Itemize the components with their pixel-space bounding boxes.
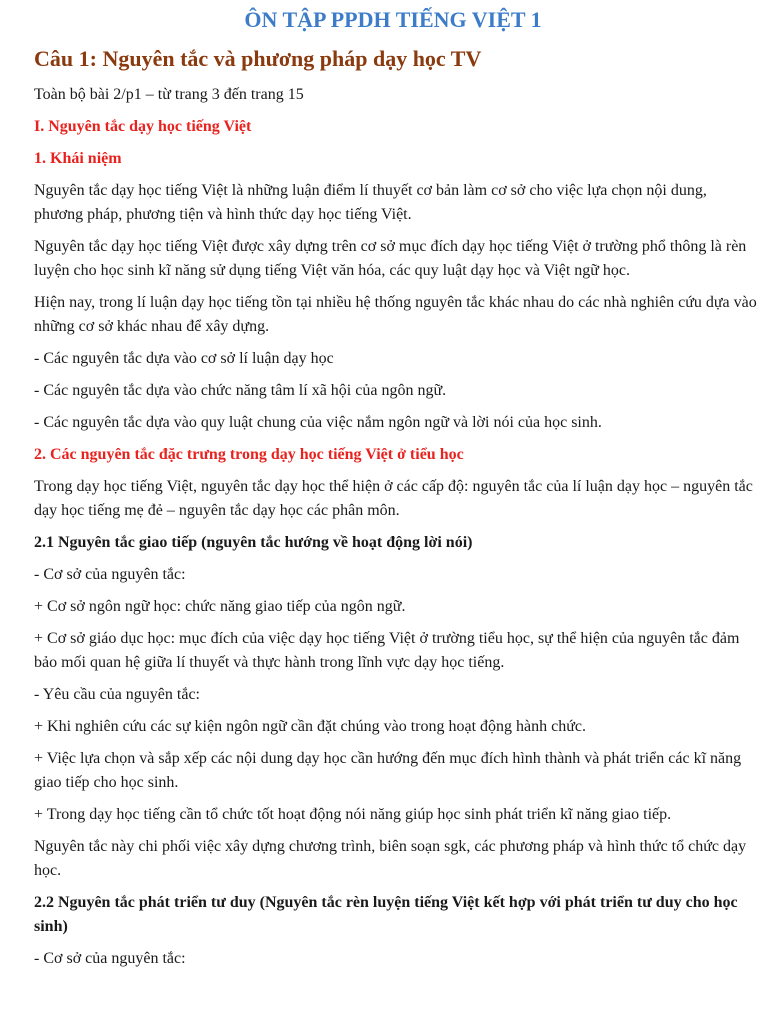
subheading-concept: 1. Khái niệm (34, 150, 122, 167)
list-item: + Việc lựa chọn và sắp xếp các nội dung dạy học cần hướng đến mục đích hình thành và phát triển các kĩ năng giao tiếp cho học sinh. (34, 750, 742, 791)
list-item: + Cơ sở giáo dục học: mục đích của việc dạy học tiếng Việt ở trường tiểu học, sự thể hiện của nguyên tắc đảm bảo mối quan hệ giữa lí thuyết và thực hành trong lĩnh vực dạy học tiếng. (34, 630, 740, 671)
subheading-characteristic-principles: 2. Các nguyên tắc đặc trưng trong dạy học tiếng Việt ở tiểu học (34, 446, 464, 463)
section-heading-principles: I. Nguyên tắc dạy học tiếng Việt (34, 118, 252, 135)
subheading-communication-principle: 2.1 Nguyên tắc giao tiếp (nguyên tắc hướng về hoạt động lời nói) (34, 534, 473, 551)
list-label: - Cơ sở của nguyên tắc: (34, 950, 186, 967)
document-body (34, 83, 758, 979)
paragraph: Hiện nay, trong lí luận dạy học tiếng tồn tại nhiều hệ thống nguyên tắc khác nhau do các nhà nghiên cứu dựa vào những cơ sở khác nhau để xây dựng. (34, 294, 757, 335)
document-title: ÔN TẬP PPDH TIẾNG VIỆT 1 (244, 7, 542, 32)
list-item: - Các nguyên tắc dựa vào chức năng tâm lí xã hội của ngôn ngữ. (34, 382, 447, 399)
paragraph: Nguyên tắc dạy học tiếng Việt là những luận điểm lí thuyết cơ bản làm cơ sở cho việc lựa chọn nội dung, phương pháp, phương tiện và hình thức dạy học tiếng Việt. (34, 182, 707, 223)
list-label: - Yêu cầu của nguyên tắc: (34, 686, 200, 703)
list-item: + Cơ sở ngôn ngữ học: chức năng giao tiếp của ngôn ngữ. (34, 598, 406, 615)
list-item: - Các nguyên tắc dựa vào cơ sở lí luận dạy học (34, 350, 334, 367)
paragraph: Nguyên tắc này chi phối việc xây dựng chương trình, biên soạn sgk, các phương pháp và hình thức tổ chức dạy học. (34, 838, 747, 879)
subheading-thinking-principle: 2.2 Nguyên tắc phát triển tư duy (Nguyên tắc rèn luyện tiếng Việt kết hợp với phát triển tư duy cho học sinh) (34, 894, 738, 935)
list-label: - Cơ sở của nguyên tắc: (34, 566, 186, 583)
scope-text: Toàn bộ bài 2/p1 – từ trang 3 đến trang 15 (34, 86, 304, 103)
paragraph: Trong dạy học tiếng Việt, nguyên tắc dạy học thể hiện ở các cấp độ: nguyên tắc của lí luận dạy học – nguyên tắc dạy học tiếng mẹ đẻ – nguyên tắc dạy học các phân môn. (34, 478, 753, 519)
question-heading: Câu 1: Nguyên tắc và phương pháp dạy học TV (34, 46, 482, 71)
list-item: + Khi nghiên cứu các sự kiện ngôn ngữ cần đặt chúng vào trong hoạt động hành chức. (34, 718, 587, 735)
list-item: - Các nguyên tắc dựa vào quy luật chung của việc nắm ngôn ngữ và lời nói của học sinh. (34, 414, 602, 431)
list-item: + Trong dạy học tiếng cần tổ chức tốt hoạt động nói năng giúp học sinh phát triển kĩ năng giao tiếp. (34, 806, 672, 823)
paragraph: Nguyên tắc dạy học tiếng Việt được xây dựng trên cơ sở mục đích dạy học tiếng Việt ở trường phổ thông là rèn luyện cho học sinh kĩ năng sử dụng tiếng Việt văn hóa, các quy luật dạy học và Việt ngữ học. (34, 238, 747, 279)
